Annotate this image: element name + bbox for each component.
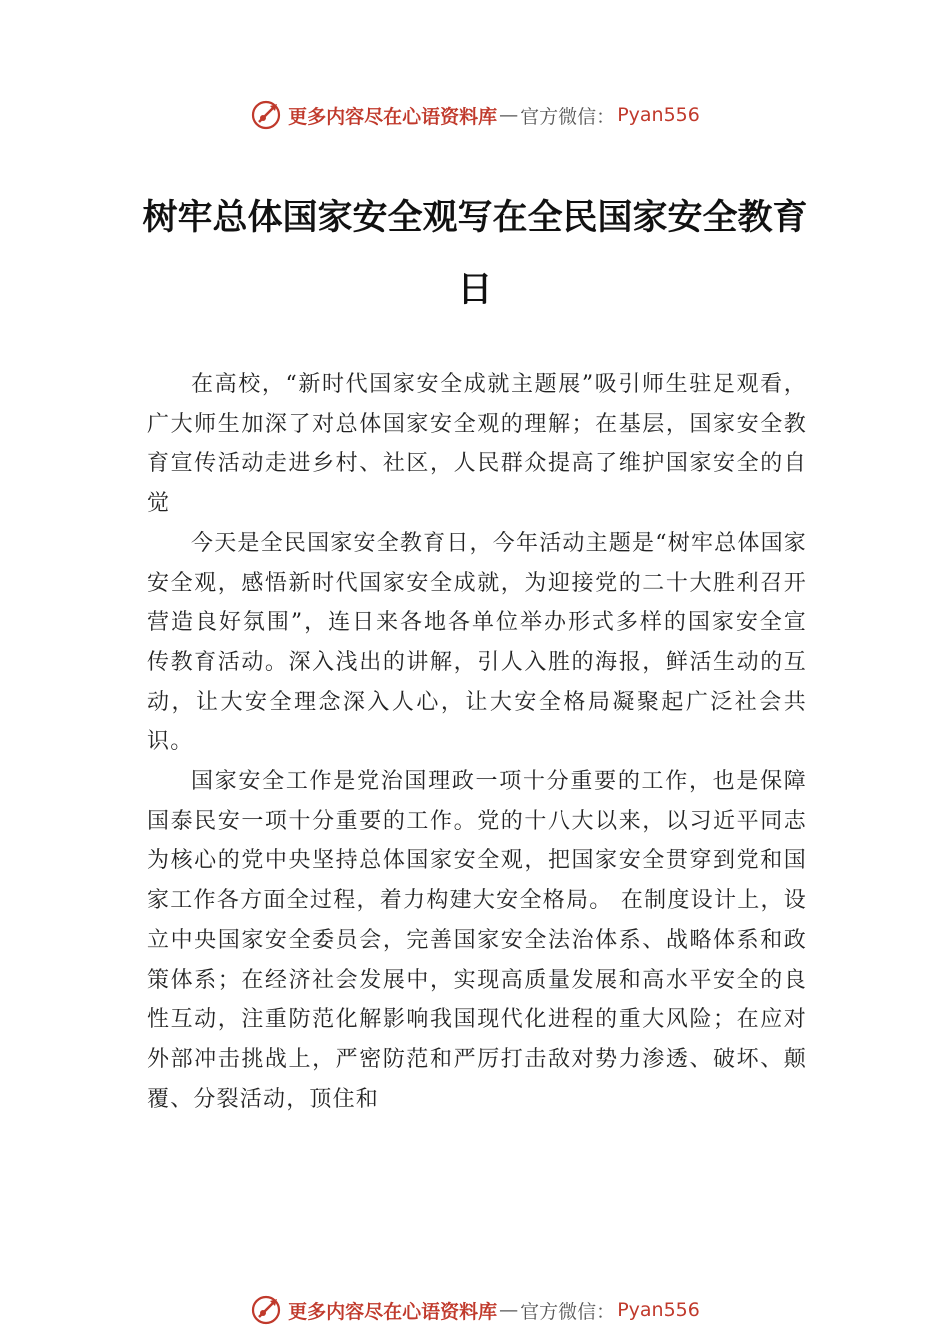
banner-wechat-id: Pyan556 [617,104,700,126]
document-body [147,365,807,1119]
banner-separator: — [499,104,519,126]
document-title: 树牢总体国家安全观写在全民国家安全教育日 [142,197,808,310]
paragraph-1: 在高校，“新时代国家安全成就主题展”吸引师生驻足观看，广大师生加深了对总体国家安全观的理解；在基层，国家安全教育宣传活动走进乡村、社区，人民群众提高了维护国家安全的自觉 [147,372,807,517]
banner-wechat-id: Pyan556 [617,1299,700,1321]
logo-icon [250,1293,284,1327]
banner-library-text: 更多内容尽在心语资料库 [288,1300,498,1323]
paragraph-2: 今天是全民国家安全教育日，今年活动主题是“树牢总体国家安全观，感悟新时代国家安全成就，为迎接党的二十大胜利召开营造良好氛围”，连日来各地各单位举办形式多样的国家安全宣传教育活动。深入浅出的讲解，引人入胜的海报，鲜活生动的互动，让大安全理念深入人心，让大安全格局凝聚起广泛社会共识。 [147,530,807,755]
header-banner [0,95,950,135]
paragraph-3: 国家安全工作是党治国理政一项十分重要的工作，也是保障国泰民安一项十分重要的工作。党的十八大以来，以习近平同志为核心的党中央坚持总体国家安全观，把国家安全贯穿到党和国家工作各方面全过程，着力构建大安全格局。 在制度设计上，设立中央国家安全委员会，完善国家安全法治体系、战略体系和政策体系；在经济社会发展中，实现高质量发展和高水平安全的良性互动，注重防范化解影响我国现代化进程的重大风险；在应对外部冲击挑战上，严密防范和严厉打击敌对势力渗透、破坏、颠覆、分裂活动，顶住和 [147,769,807,1112]
banner-library-text: 更多内容尽在心语资料库 [288,105,498,128]
footer-banner [0,1290,950,1330]
logo-icon [250,98,284,132]
banner-wechat-label: 官方微信： [520,1300,616,1323]
banner-wechat-label: 官方微信： [520,105,616,128]
banner-separator: — [499,1299,519,1321]
